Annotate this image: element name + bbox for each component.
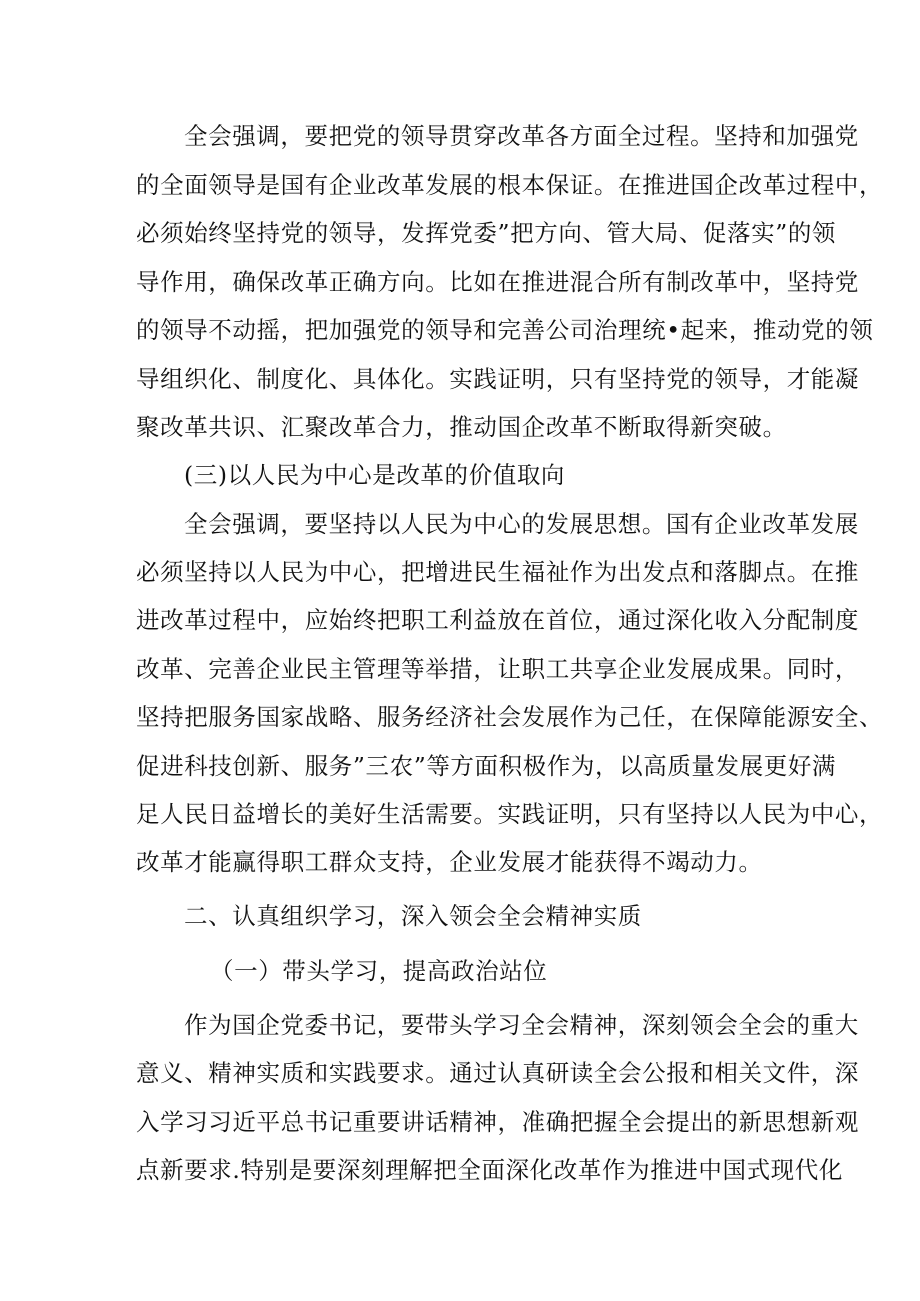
paragraph-3-line-4: 点新要求.特别是要深刻理解把全面深化改革作为推进中国式现代化: [136, 1156, 843, 1184]
paragraph-2-line-4: 改革、完善企业民主管理等举措，让职工共享企业发展成果。同时，: [136, 655, 859, 683]
paragraph-1-line-7: 聚改革共识、汇聚改革合力，推动国企改革不断取得新突破。: [136, 413, 787, 441]
paragraph-2-line-2: 必须坚持以人民为中心，把增进民生福祉作为出发点和落脚点。在推: [136, 558, 859, 586]
paragraph-1-line-4: 导作用，确保改革正确方向。比如在推进混合所有制改革中，坚持党: [136, 268, 859, 296]
paragraph-2-line-6: 促进科技创新、服务”三农”等方面积极作为，以高质量发展更好满: [136, 752, 837, 780]
paragraph-2-line-5: 坚持把服务国家战略、服务经济社会发展作为己任，在保障能源安全、: [136, 703, 884, 731]
section-heading-2: 二、认真组织学习，深入领会全会精神实质: [184, 902, 642, 930]
paragraph-1-line-5: 的领导不动摇，把加强党的领导和完善公司治理统•起来，推动党的领: [136, 316, 874, 344]
paragraph-1-line-6: 导组织化、制度化、具体化。实践证明，只有坚持党的领导，才能凝: [136, 365, 859, 393]
paragraph-1-line-1: 全会强调，要把党的领导贯穿改革各方面全过程。坚持和加强党: [184, 122, 859, 150]
paragraph-1-line-3: 必须始终坚持党的领导，发挥党委”把方向、管大局、促落实”的领: [136, 219, 837, 247]
paragraph-2-line-1: 全会强调，要坚持以人民为中心的发展思想。国有企业改革发展: [184, 510, 859, 538]
paragraph-1-line-2: 的全面领导是国有企业改革发展的根本保证。在推进国企改革过程中，: [136, 171, 884, 199]
paragraph-2-line-8: 改革才能赢得职工群众支持，企业发展才能获得不竭动力。: [136, 848, 763, 876]
paragraph-2-line-7: 足人民日益增长的美好生活需要。实践证明，只有坚持以人民为中心，: [136, 800, 884, 828]
subsection-heading-1: （一）带头学习，提高政治站位: [210, 957, 548, 985]
paragraph-2-line-3: 进改革过程中，应始终把职工利益放在首位，通过深化收入分配制度: [136, 606, 859, 634]
section-heading-3: (三)以人民为中心是改革的价值取向: [184, 461, 566, 489]
paragraph-3-line-2: 意义、精神实质和实践要求。通过认真研读全会公报和相关文件，深: [136, 1059, 859, 1087]
paragraph-3-line-3: 入学习习近平总书记重要讲话精神，准确把握全会提出的新思想新观: [136, 1108, 859, 1136]
paragraph-3-line-1: 作为国企党委书记，要带头学习全会精神，深刻领会全会的重大: [184, 1011, 859, 1039]
